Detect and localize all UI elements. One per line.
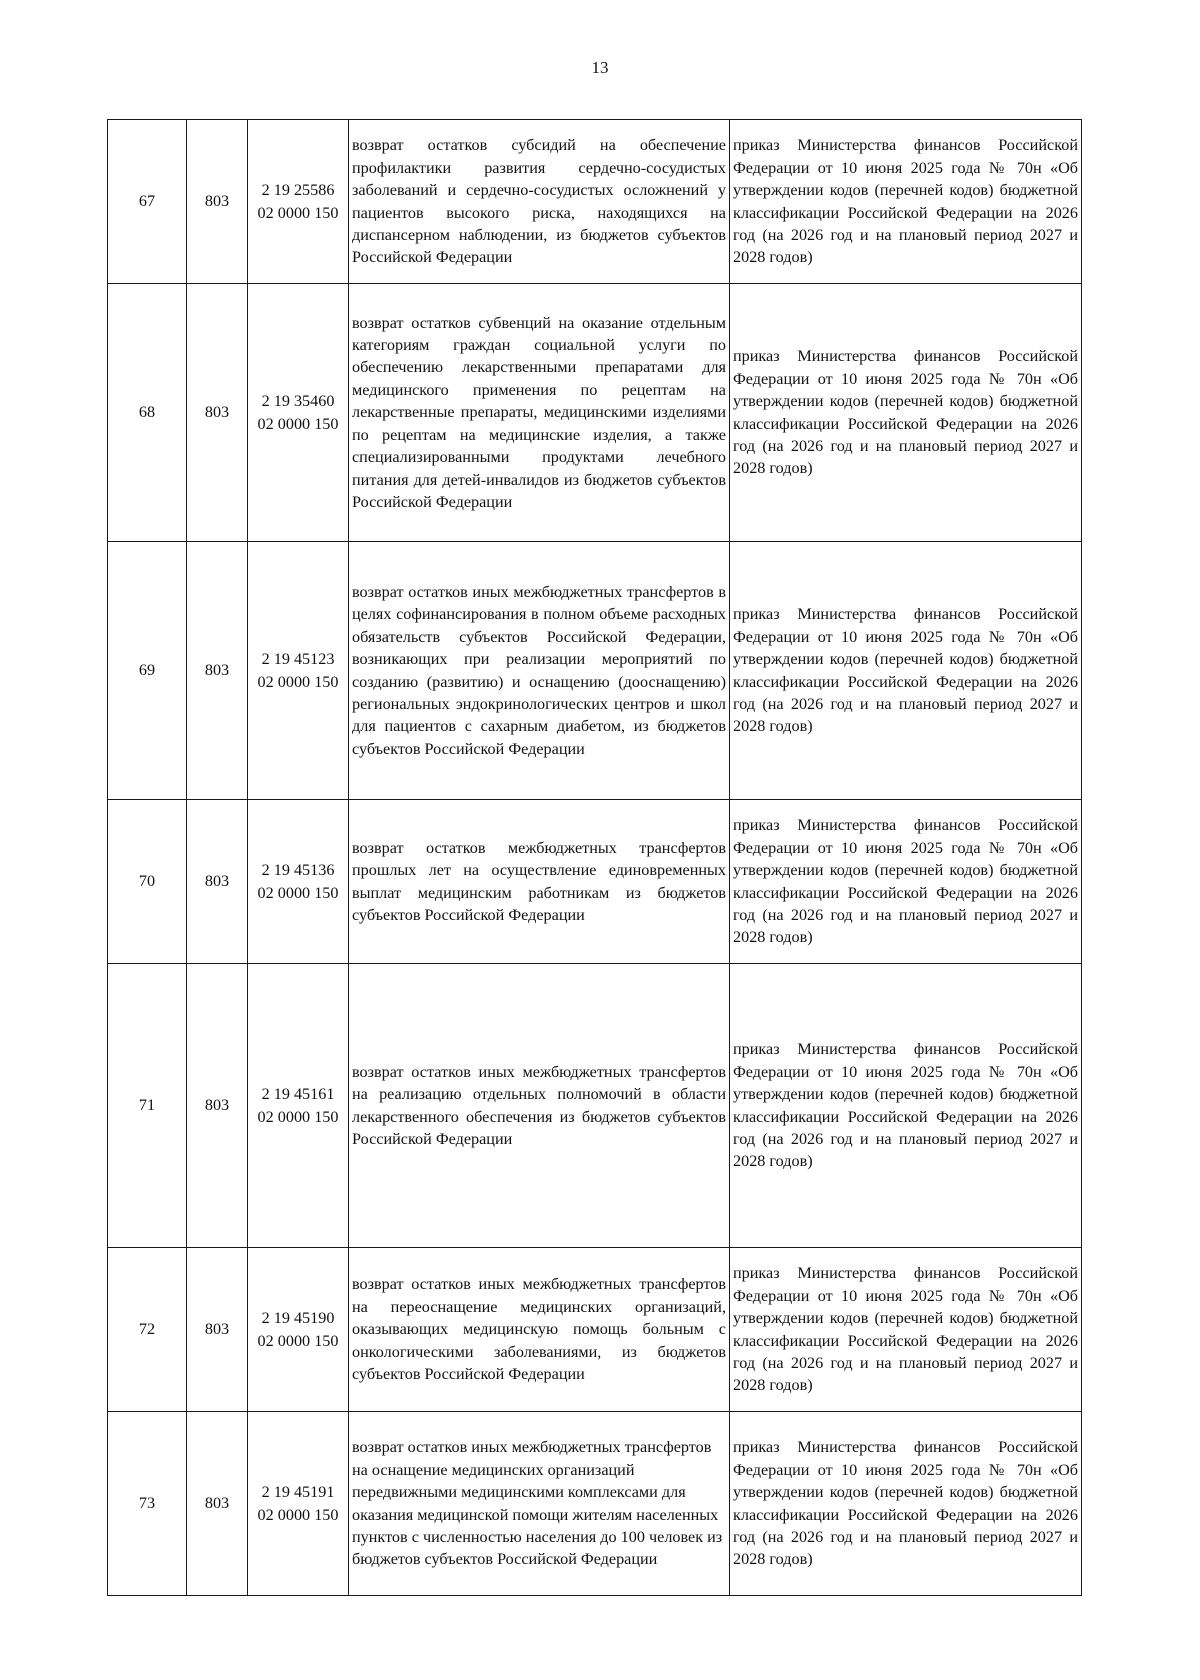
budget-code-line1: 2 19 45161: [261, 1085, 335, 1104]
budget-code-line1: 2 19 35460: [261, 392, 335, 411]
budget-code-line1: 2 19 45191: [261, 1483, 335, 1502]
budget-code: [248, 800, 349, 964]
budget-code: [248, 120, 349, 284]
admin-code: 803: [187, 1248, 248, 1412]
income-description: возврат остатков иных межбюджетных трансфертов на оснащение медицинских организаций передвижными медицинскими комплексами для оказания медицинской помощи жителям населенных пунктов с численностью населения до 100 человек из бюджетов субъектов Российской Федерации: [349, 1412, 730, 1596]
budget-code-line2: 02 0000 150: [257, 883, 339, 902]
budget-code-line1: 2 19 45123: [261, 650, 335, 669]
budget-code: [248, 542, 349, 800]
budget-code-line2: 02 0000 150: [257, 1107, 339, 1126]
budget-code: [248, 1248, 349, 1412]
legal-basis: приказ Министерства финансов Российской Федерации от 10 июня 2025 года № 70н «Об утверждении кодов (перечней кодов) бюджетной классификации Российской Федерации на 2026 год (на 2026 год и на плановый период 2027 и 2028 годов): [730, 964, 1082, 1248]
budget-code-line2: 02 0000 150: [257, 672, 339, 691]
budget-code: [248, 284, 349, 542]
legal-basis: приказ Министерства финансов Российской Федерации от 10 июня 2025 года № 70н «Об утверждении кодов (перечней кодов) бюджетной классификации Российской Федерации на 2026 год (на 2026 год и на плановый период 2027 и 2028 годов): [730, 284, 1082, 542]
page-number: 13: [591, 58, 609, 77]
income-description: возврат остатков субсидий на обеспечение профилактики развития сердечно-сосудистых заболеваний и сердечно-сосудистых осложнений у пациентов высокого риска, находящихся на диспансерном наблюдении, из бюджетов субъектов Российской Федерации: [349, 120, 730, 284]
admin-code: 803: [187, 800, 248, 964]
table-row: [108, 120, 1082, 284]
legal-basis: приказ Министерства финансов Российской Федерации от 10 июня 2025 года № 70н «Об утверждении кодов (перечней кодов) бюджетной классификации Российской Федерации на 2026 год (на 2026 год и на плановый период 2027 и 2028 годов): [730, 800, 1082, 964]
budget-code-line2: 02 0000 150: [257, 1505, 339, 1524]
legal-basis: приказ Министерства финансов Российской Федерации от 10 июня 2025 года № 70н «Об утверждении кодов (перечней кодов) бюджетной классификации Российской Федерации на 2026 год (на 2026 год и на плановый период 2027 и 2028 годов): [730, 120, 1082, 284]
admin-code: 803: [187, 120, 248, 284]
budget-classification-table: [107, 119, 1082, 1596]
budget-code-line2: 02 0000 150: [257, 203, 339, 222]
legal-basis: приказ Министерства финансов Российской Федерации от 10 июня 2025 года № 70н «Об утверждении кодов (перечней кодов) бюджетной классификации Российской Федерации на 2026 год (на 2026 год и на плановый период 2027 и 2028 годов): [730, 1248, 1082, 1412]
row-number: 71: [108, 964, 187, 1248]
table-row: [108, 964, 1082, 1248]
row-number: 68: [108, 284, 187, 542]
admin-code: 803: [187, 542, 248, 800]
income-description: возврат остатков субвенций на оказание отдельным категориям граждан социальной услуги по обеспечению лекарственными препаратами для медицинского применения по рецептам на лекарственные препараты, медицинскими изделиями по рецептам на медицинские изделия, а также специализированными продуктами лечебного питания для детей-инвалидов из бюджетов субъектов Российской Федерации: [349, 284, 730, 542]
budget-code: [248, 1412, 349, 1596]
budget-code-line2: 02 0000 150: [257, 1331, 339, 1350]
income-description: возврат остатков иных межбюджетных трансфертов на реализацию отдельных полномочий в области лекарственного обеспечения из бюджетов субъектов Российской Федерации: [349, 964, 730, 1248]
legal-basis: приказ Министерства финансов Российской Федерации от 10 июня 2025 года № 70н «Об утверждении кодов (перечней кодов) бюджетной классификации Российской Федерации на 2026 год (на 2026 год и на плановый период 2027 и 2028 годов): [730, 542, 1082, 800]
budget-code-line1: 2 19 45190: [261, 1309, 335, 1328]
row-number: 72: [108, 1248, 187, 1412]
table-row: [108, 1248, 1082, 1412]
budget-code: [248, 964, 349, 1248]
table-row: [108, 1412, 1082, 1596]
income-description: возврат остатков иных межбюджетных трансфертов на переоснащение медицинских организаций, оказывающих медицинскую помощь больным с онкологическими заболеваниями, из бюджетов субъектов Российской Федерации: [349, 1248, 730, 1412]
budget-code-line2: 02 0000 150: [257, 414, 339, 433]
budget-code-line1: 2 19 25586: [261, 181, 335, 200]
table-row: [108, 542, 1082, 800]
admin-code: 803: [187, 284, 248, 542]
admin-code: 803: [187, 1412, 248, 1596]
budget-code-line1: 2 19 45136: [261, 861, 335, 880]
row-number: 67: [108, 120, 187, 284]
legal-basis: приказ Министерства финансов Российской Федерации от 10 июня 2025 года № 70н «Об утверждении кодов (перечней кодов) бюджетной классификации Российской Федерации на 2026 год (на 2026 год и на плановый период 2027 и 2028 годов): [730, 1412, 1082, 1596]
admin-code: 803: [187, 964, 248, 1248]
row-number: 73: [108, 1412, 187, 1596]
table-row: [108, 800, 1082, 964]
income-description: возврат остатков межбюджетных трансфертов прошлых лет на осуществление единовременных выплат медицинским работникам из бюджетов субъектов Российской Федерации: [349, 800, 730, 964]
income-description: возврат остатков иных межбюджетных трансфертов в целях софинансирования в полном объеме расходных обязательств субъектов Российской Федерации, возникающих при реализации мероприятий по созданию (развитию) и оснащению (дооснащению) региональных эндокринологических центров и школ для пациентов с сахарным диабетом, из бюджетов субъектов Российской Федерации: [349, 542, 730, 800]
row-number: 69: [108, 542, 187, 800]
table-row: [108, 284, 1082, 542]
row-number: 70: [108, 800, 187, 964]
